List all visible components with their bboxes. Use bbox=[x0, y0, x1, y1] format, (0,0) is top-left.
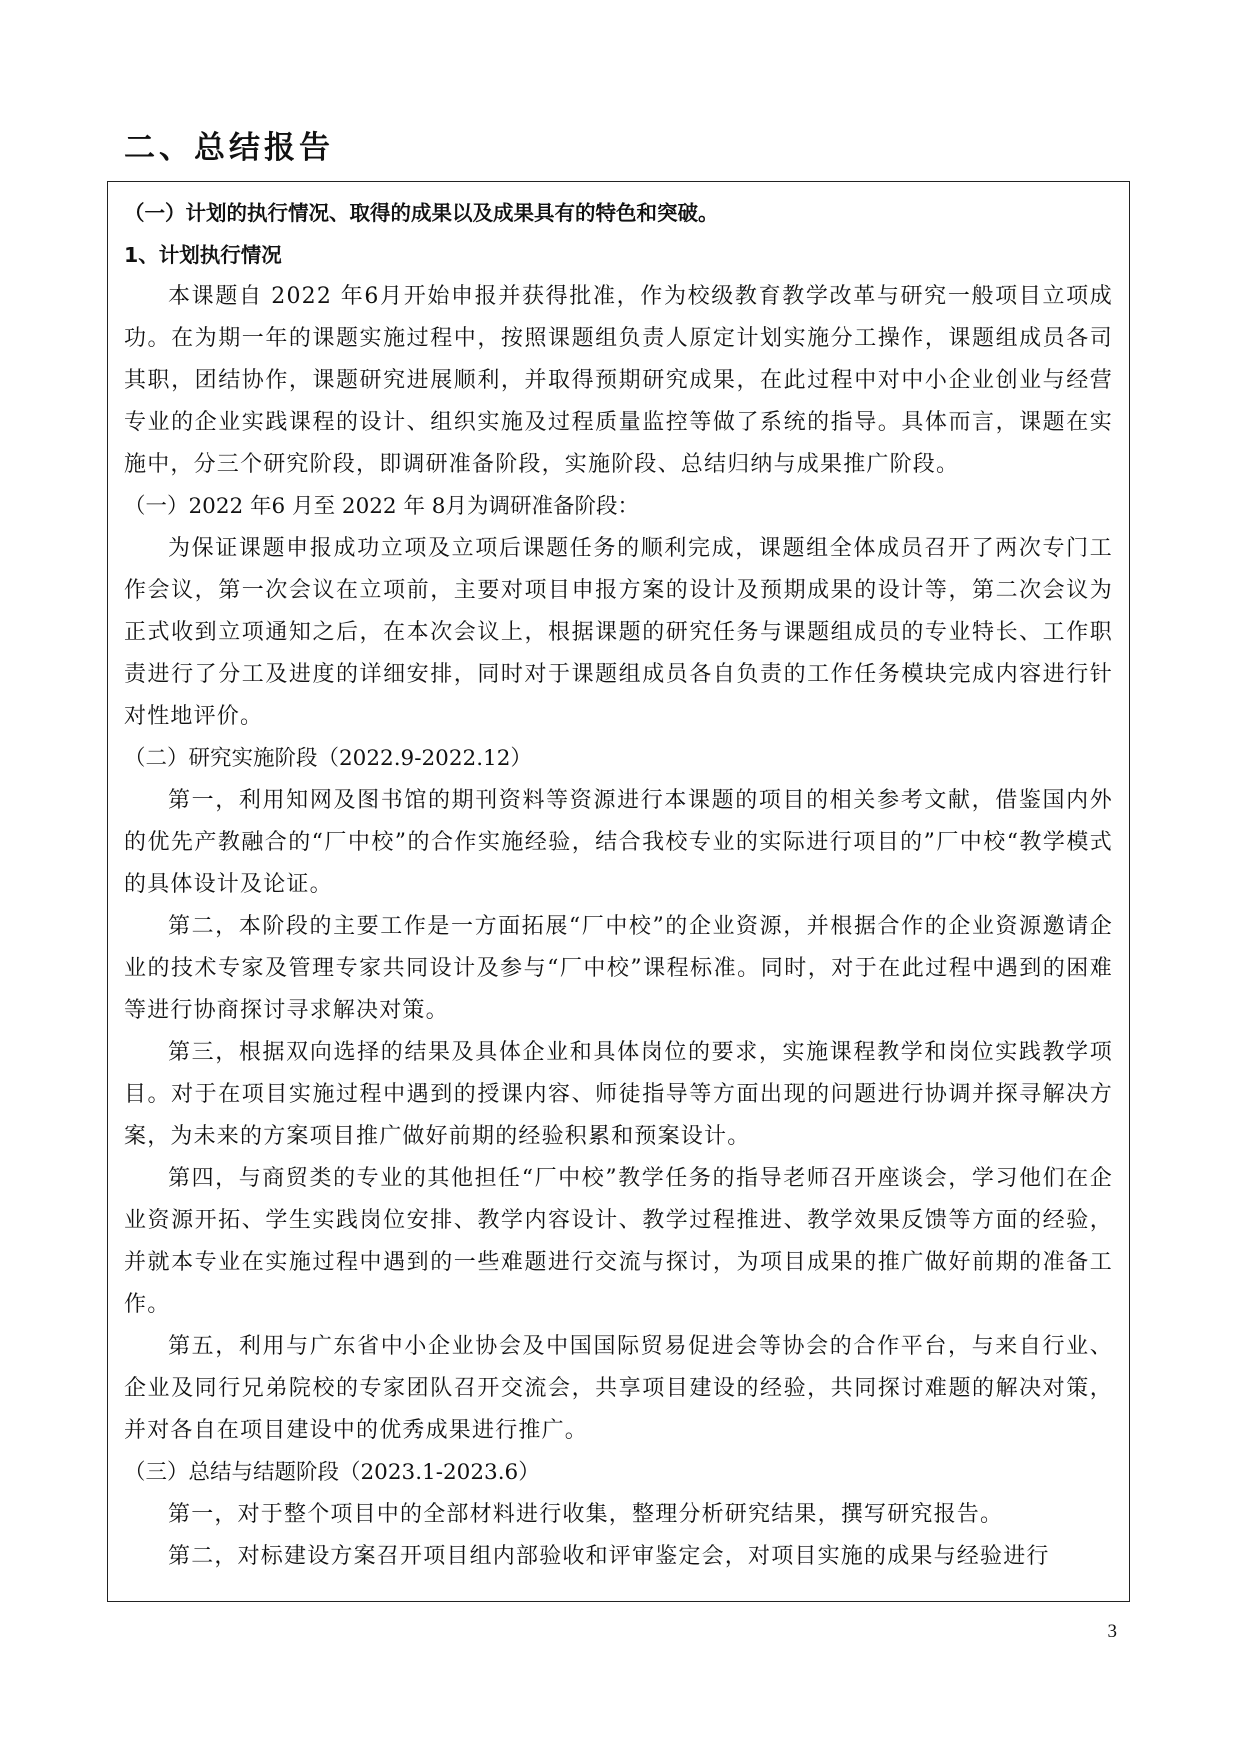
stage2-paragraph-5: 第五，利用与广东省中小企业协会及中国国际贸易促进会等协会的合作平台，与来自行业、企业及同行兄弟院校的专家团队召开交流会，共享项目建设的经验，共同探讨难题的解决对策，并对各自在项目建设中的优秀成果进行推广。 bbox=[124, 1334, 1113, 1443]
stage2-paragraph-2: 第二，本阶段的主要工作是一方面拓展“厂中校”的企业资源，并根据合作的企业资源邀请企业的技术专家及管理专家共同设计及参与“厂中校”课程标准。同时，对于在此过程中遇到的困难等进行协商探讨寻求解决对策。 bbox=[124, 914, 1113, 1023]
stage3-paragraph-2: 第二，对标建设方案召开项目组内部验收和评审鉴定会，对项目实施的成果与经验进行 bbox=[168, 1544, 1050, 1569]
report-body bbox=[108, 182, 1129, 1578]
stage2-paragraph-3: 第三，根据双向选择的结果及具体企业和具体岗位的要求，实施课程教学和岗位实践教学项目。对于在项目实施过程中遇到的授课内容、师徒指导等方面出现的问题进行协调并探寻解决方案，为未来的方案项目推广做好前期的经验积累和预案设计。 bbox=[124, 1040, 1113, 1149]
subsection-heading-plan-execution: 1、计划执行情况 bbox=[124, 243, 282, 267]
section-heading-plan-execution: （一）计划的执行情况、取得的成果以及成果具有的特色和突破。 bbox=[124, 201, 719, 225]
stage3-heading: （三）总结与结题阶段（2023.1-2023.6） bbox=[124, 1460, 540, 1485]
report-content-box bbox=[107, 181, 1130, 1602]
stage3-paragraph-1: 第一，对于整个项目中的全部材料进行收集，整理分析研究结果，撰写研究报告。 bbox=[168, 1502, 1004, 1527]
intro-paragraph: 本课题自 2022 年6月开始申报并获得批准，作为校级教育教学改革与研究一般项目立项成功。在为期一年的课题实施过程中，按照课题组负责人原定计划实施分工操作，课题组成员各司其职，团结协作，课题研究进展顺利，并取得预期研究成果，在此过程中对中小企业创业与经营专业的企业实践课程的设计、组织实施及过程质量监控等做了系统的指导。具体而言，课题在实施中，分三个研究阶段，即调研准备阶段，实施阶段、总结归纳与成果推广阶段。 bbox=[124, 284, 1113, 477]
stage2-paragraph-1: 第一，利用知网及图书馆的期刊资料等资源进行本课题的项目的相关参考文献，借鉴国内外的优先产教融合的“厂中校”的合作实施经验，结合我校专业的实际进行项目的”厂中校“教学模式的具体设计及论证。 bbox=[124, 788, 1113, 897]
page-number: 3 bbox=[1107, 1621, 1117, 1642]
page-title: 二、总结报告 bbox=[124, 130, 334, 166]
stage2-paragraph-4: 第四，与商贸类的专业的其他担任“厂中校”教学任务的指导老师召开座谈会，学习他们在企业资源开拓、学生实践岗位安排、教学内容设计、教学过程推进、教学效果反馈等方面的经验，并就本专业在实施过程中遇到的一些难题进行交流与探讨，为项目成果的推广做好前期的准备工作。 bbox=[124, 1166, 1113, 1317]
stage1-heading: （一）2022 年6 月至 2022 年 8月为调研准备阶段： bbox=[124, 494, 639, 519]
stage1-paragraph: 为保证课题申报成功立项及立项后课题任务的顺利完成，课题组全体成员召开了两次专门工作会议，第一次会议在立项前，主要对项目申报方案的设计及预期成果的设计等，第二次会议为正式收到立项通知之后，在本次会议上，根据课题的研究任务与课题组成员的专业特长、工作职责进行了分工及进度的详细安排，同时对于课题组成员各自负责的工作任务模块完成内容进行针对性地评价。 bbox=[124, 536, 1113, 729]
stage2-heading: （二）研究实施阶段（2022.9-2022.12） bbox=[124, 746, 532, 771]
